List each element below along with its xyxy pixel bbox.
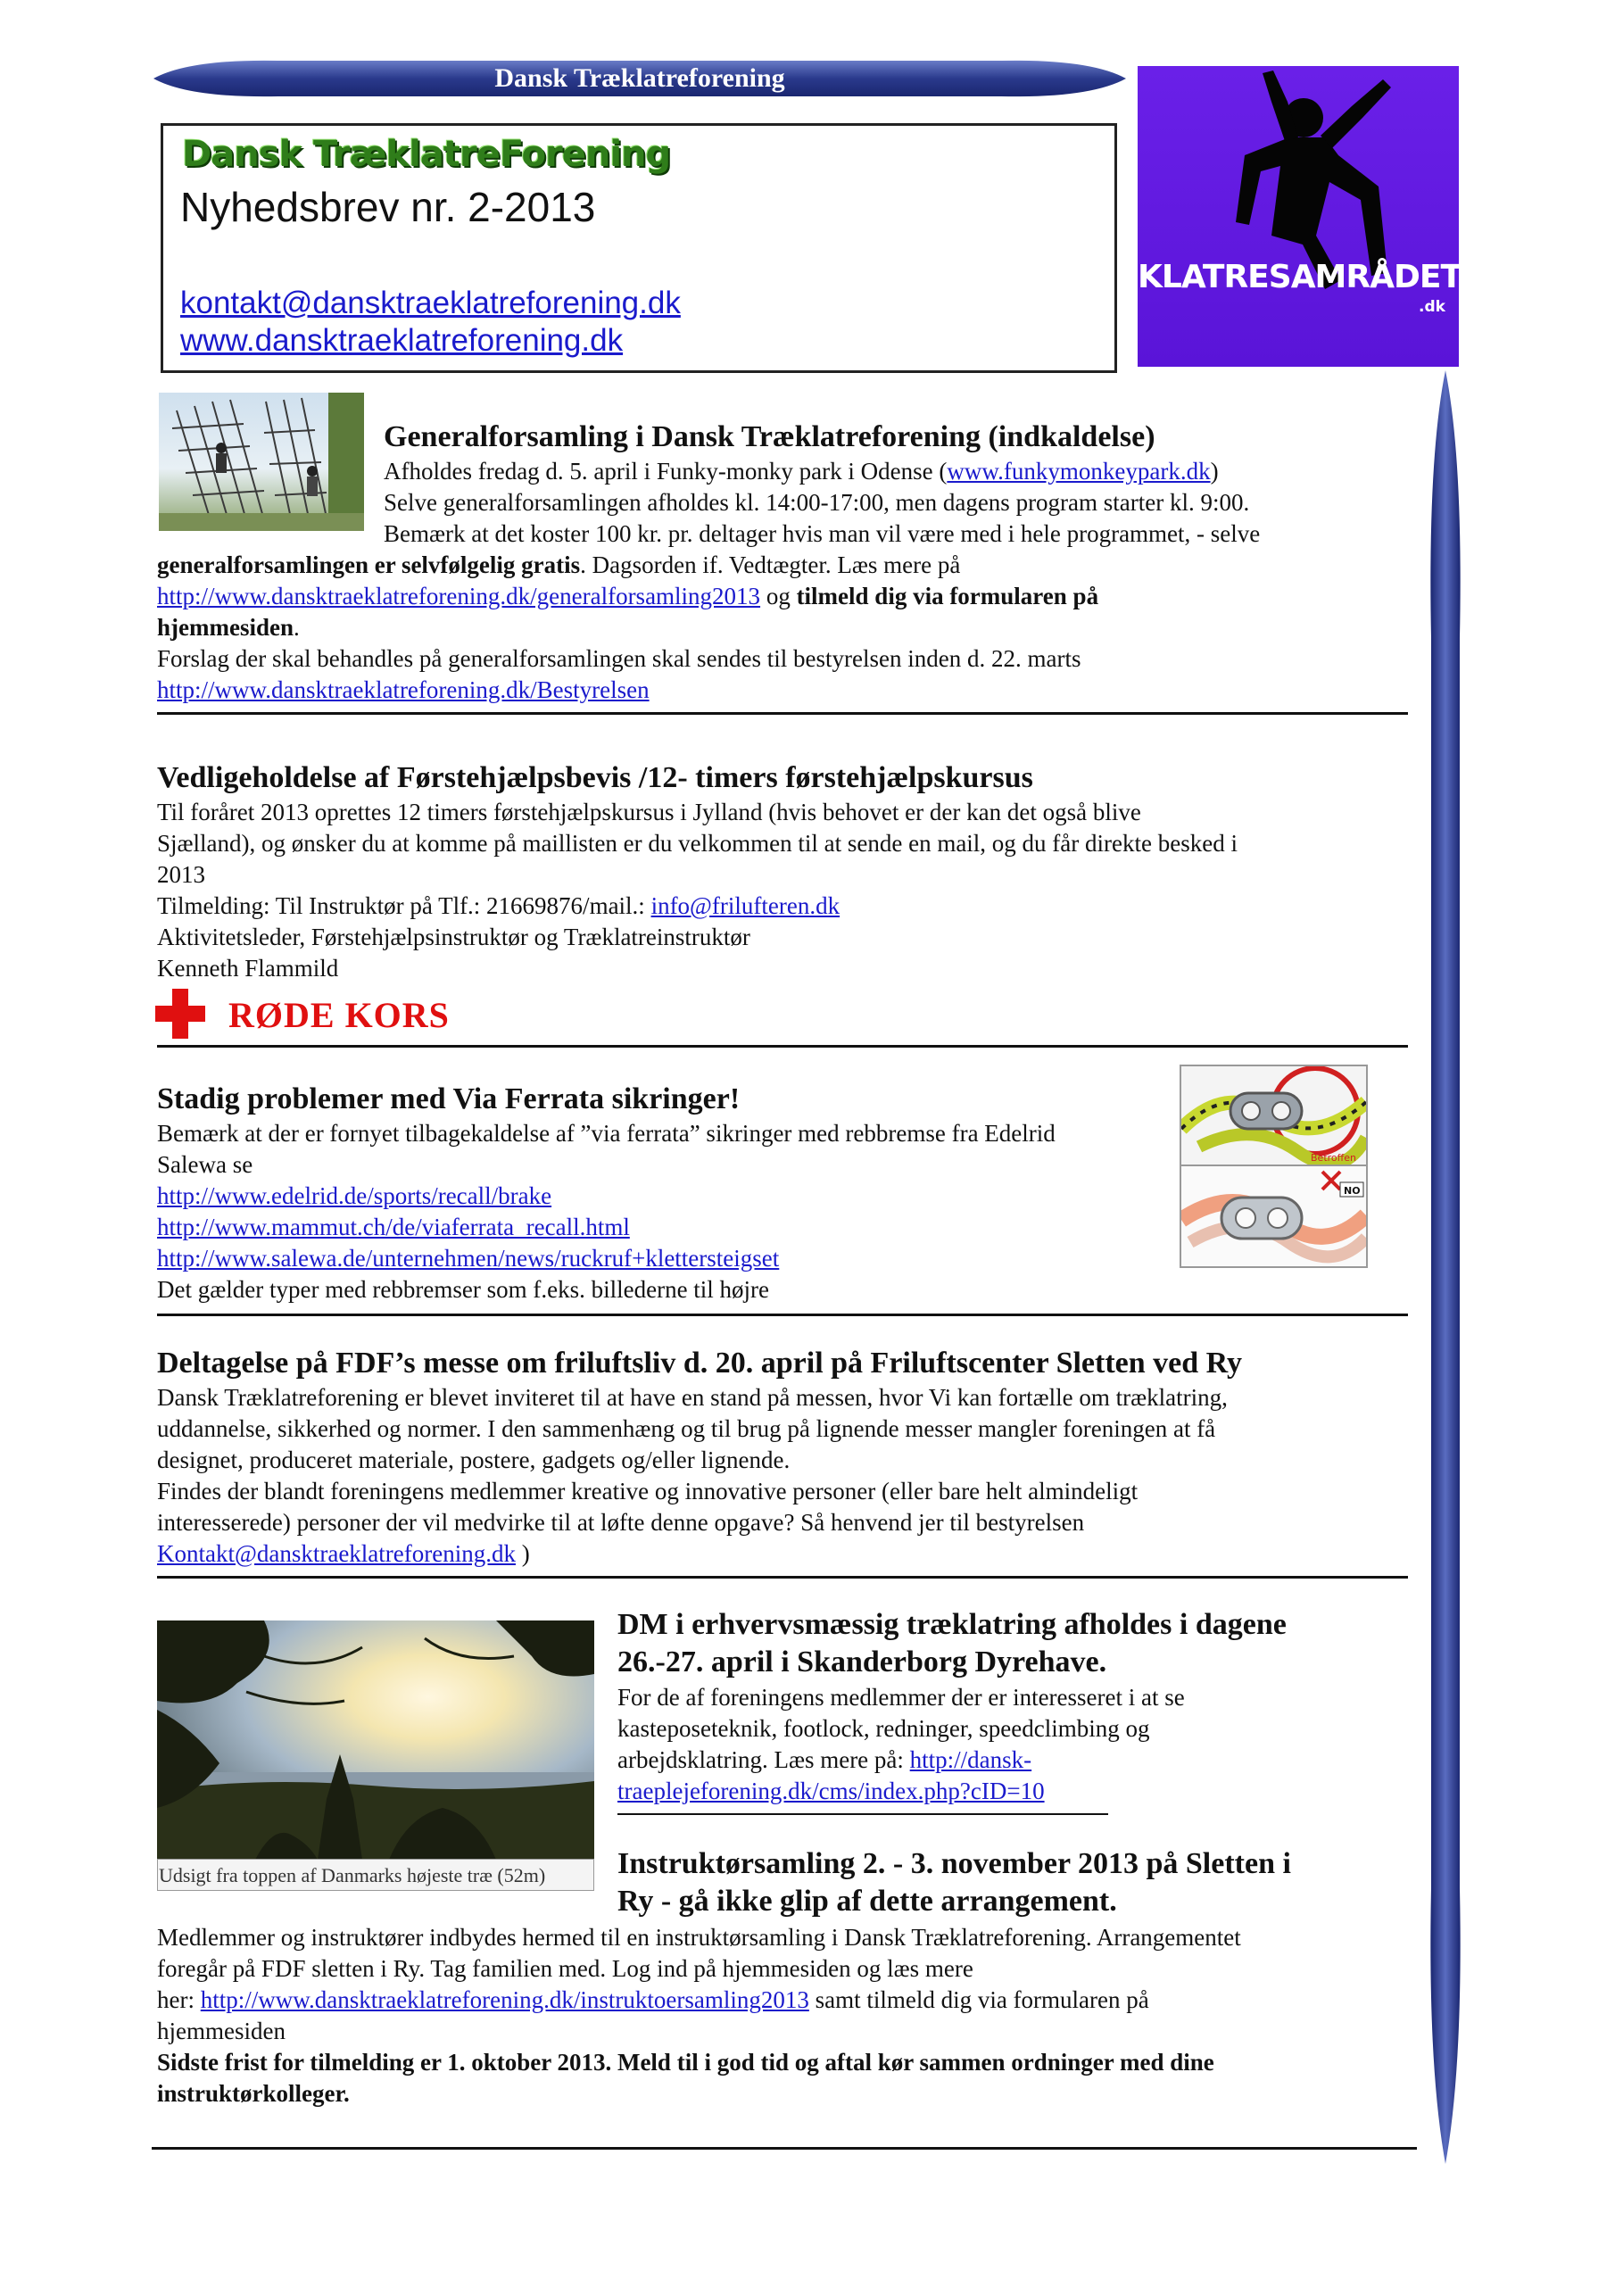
red-cross-name: RØDE KORS [228, 995, 450, 1035]
red-cross-icon [155, 989, 205, 1039]
s6-line-6: instruktørkolleger. [157, 2080, 350, 2107]
s1-line-5-mid: og [760, 583, 797, 609]
section-title-instruktoersamling-line-2: Ry - gå ikke glip af dette arrangement. [617, 1885, 1117, 1918]
photo-caption: Udsigt fra toppen af Danmarks højeste træ (52m) [159, 1864, 546, 1886]
s6-line-1: Medlemmer og instruktører indbydes hermed til en instruktørsamling i Dansk Træklatreforening. Arrangementet [157, 1924, 1241, 1951]
logo-wordmark: Dansk TræklatreForening [182, 134, 671, 175]
s3-line-5 [157, 1243, 779, 1274]
s4-line-2: uddannelse, sikkerhed og normer. I den sammenhæng og til brug på lignende messer mangler foreningen at få [157, 1415, 1216, 1442]
section-divider [157, 1576, 1408, 1579]
s4-line-4: Findes der blandt foreningens medlemmer kreative og innovative personer (eller bare helt almindeligt [157, 1478, 1139, 1504]
s6-line-2: foregår på FDF sletten i Ry. Tag familien med. Log ind på hjemmesiden og læs mere [157, 1955, 973, 1982]
s1-line-1 [384, 456, 1219, 487]
newsletter-title: Nyhedsbrev nr. 2-2013 [180, 184, 596, 230]
image-label-no: NO [1344, 1185, 1361, 1197]
sponsor-name: KLATRESAMRÅDET [1138, 259, 1462, 295]
s4-line-3: designet, produceret materiale, postere, gadgets og/eller lignende. [157, 1446, 791, 1473]
s1-line-1-text: Afholdes fredag d. 5. april i Funky-monky park i Odense ( [384, 458, 948, 485]
image-label-betroffen: Betroffen [1311, 1152, 1356, 1164]
tree-top-view-photo [157, 1620, 594, 1860]
bottom-divider [152, 2147, 1417, 2150]
section-divider [157, 1045, 1408, 1048]
s1-line-5-bold: tilmeld dig via formularen på [796, 583, 1099, 609]
s6-line-4: hjemmesiden [157, 2018, 286, 2044]
s6-line-3 [157, 1985, 1149, 2016]
s5-line-4 [617, 1776, 1045, 1807]
s6-line-3-text: her: [157, 1986, 201, 2013]
salewa-recall-link[interactable]: http://www.salewa.de/unternehmen/news/ruckruf+klettersteigset [157, 1245, 780, 1272]
rope-brake-photo-2 [1180, 1165, 1368, 1268]
s3-line-1: Bemærk at der er fornyet tilbagekaldelse af ”via ferrata” sikringer med rebbremse fra Edelrid [157, 1120, 1056, 1147]
dm-info-link-part-2[interactable]: traeplejeforening.dk/cms/index.php?cID=10 [617, 1778, 1045, 1804]
s1-line-1-end: ) [1210, 458, 1219, 485]
section-divider [157, 712, 1408, 715]
s1-line-6-bold: hjemmesiden [157, 614, 294, 641]
s2-line-6: Kenneth Flammild [157, 955, 339, 982]
s4-line-1: Dansk Træklatreforening er blevet inviteret til at have en stand på messen, hvor Vi kan fortælle om træklatring, [157, 1384, 1228, 1411]
s3-line-4 [157, 1212, 630, 1243]
edelrid-recall-link[interactable]: http://www.edelrid.de/sports/recall/brake [157, 1182, 552, 1209]
sub-divider [617, 1813, 1108, 1815]
funkymonkey-link[interactable]: www.funkymonkeypark.dk [947, 458, 1211, 485]
s1-line-7: Forslag der skal behandles på generalforsamlingen skal sendes til bestyrelsen inden d. 22. marts [157, 645, 1081, 672]
s2-line-3: 2013 [157, 861, 205, 888]
rope-brake-photo-1 [1180, 1065, 1368, 1168]
s1-line-4-bold: generalforsamlingen er selvfølgelig gratis [157, 551, 581, 578]
s3-line-6: Det gælder typer med rebbremser som f.eks. billederne til højre [157, 1276, 770, 1303]
instruktoersamling-link[interactable]: http://www.dansktraeklatreforening.dk/instruktoersamling2013 [200, 1986, 809, 2013]
s5-line-2: kasteposeteknik, footlock, redninger, speedclimbing og [617, 1715, 1150, 1742]
section-title-fdf-messe: Deltagelse på FDF’s messe om friluftsliv d. 20. april på Friluftscenter Sletten ved Ry [157, 1347, 1243, 1380]
s5-line-1: For de af foreningens medlemmer der er interesseret i at se [617, 1684, 1185, 1711]
s4-line-5: interesserede) personer der vil medvirke til at løfte denne opgave? Så henvend jer til bestyrelsen [157, 1509, 1085, 1536]
s6-line-5: Sidste frist for tilmelding er 1. oktober 2013. Meld til i god tid og aftal kør sammen ordninger med dine [157, 2049, 1214, 2076]
section-title-foerstehjaelp: Vedligeholdelse af Førstehjælpsbevis /12- timers førstehjælpskursus [157, 761, 1033, 794]
side-decoration-bar [1428, 370, 1463, 2164]
s1-line-5 [157, 581, 1098, 612]
s1-line-2: Selve generalforsamlingen afholdes kl. 14:00-17:00, men dagens program starter kl. 9:00. [384, 489, 1250, 516]
banner-title: Dansk Træklatreforening [494, 63, 785, 93]
s2-line-4-text: Tilmelding: Til Instruktør på Tlf.: 21669876/mail.: [157, 892, 651, 919]
section-title-dm-line-1: DM i erhvervsmæssig træklatring afholdes i dagene [617, 1608, 1287, 1641]
section-title-instruktoersamling-line-1: Instruktørsamling 2. - 3. november 2013 på Sletten i [617, 1847, 1291, 1880]
frilufteren-email-link[interactable]: info@frilufteren.dk [650, 892, 840, 919]
s1-line-6-rest: . [293, 614, 300, 641]
s5-line-3-text: arbejdsklatring. Læs mere på: [617, 1746, 910, 1773]
s1-line-3: Bemærk at det koster 100 kr. pr. deltager hvis man vil være med i hele programmet, - selve [384, 520, 1261, 547]
s3-line-3 [157, 1181, 551, 1212]
climber-icon [1138, 66, 1462, 367]
s5-line-3 [617, 1745, 1031, 1776]
section-title-dm-line-2: 26.-27. april i Skanderborg Dyrehave. [617, 1645, 1107, 1678]
s3-line-2: Salewa se [157, 1151, 253, 1178]
sponsor-suffix: .dk [1419, 298, 1445, 316]
s1-line-6 [157, 612, 300, 643]
bestyrelsen-link[interactable]: http://www.dansktraeklatreforening.dk/Bestyrelsen [157, 676, 650, 703]
ropes-course-photo [159, 393, 364, 531]
s6-line-3-end: samt tilmeld dig via formularen på [808, 1986, 1149, 2013]
kontakt-email-link[interactable]: Kontakt@dansktraeklatreforening.dk [157, 1540, 516, 1567]
s2-line-2: Sjælland), og ønsker du at komme på maillisten er du velkommen til at sende en mail, og du får direkte besked i [157, 830, 1238, 857]
generalforsamling-link[interactable]: http://www.dansktraeklatreforening.dk/generalforsamling2013 [157, 583, 761, 609]
s2-line-4 [157, 891, 840, 922]
s1-line-4 [157, 550, 960, 581]
section-divider [157, 1314, 1408, 1316]
mammut-recall-link[interactable]: http://www.mammut.ch/de/viaferrata_recall.html [157, 1214, 630, 1240]
dm-info-link-part-1[interactable]: http://dansk- [909, 1746, 1032, 1773]
klatresamraadet-logo[interactable] [1138, 66, 1462, 367]
s1-line-8 [157, 675, 650, 706]
section-title-via-ferrata: Stadig problemer med Via Ferrata sikringer! [157, 1082, 741, 1115]
s2-line-1: Til foråret 2013 oprettes 12 timers førstehjælpskursus i Jylland (hvis behovet er der kan det også blive [157, 799, 1141, 825]
contact-email-link[interactable]: kontakt@dansktraeklatreforening.dk [180, 286, 681, 320]
s2-line-5: Aktivitetsleder, Førstehjælpsinstruktør og Træklatreinstruktør [157, 924, 750, 950]
s1-line-4-rest: . Dagsorden if. Vedtægter. Læs mere på [580, 551, 961, 578]
s4-line-6-end: ) [515, 1540, 530, 1567]
s4-line-6 [157, 1538, 530, 1570]
section-title-generalforsamling: Generalforsamling i Dansk Træklatreforening (indkaldelse) [384, 420, 1155, 453]
website-link[interactable]: www.dansktraeklatreforening.dk [180, 323, 624, 358]
